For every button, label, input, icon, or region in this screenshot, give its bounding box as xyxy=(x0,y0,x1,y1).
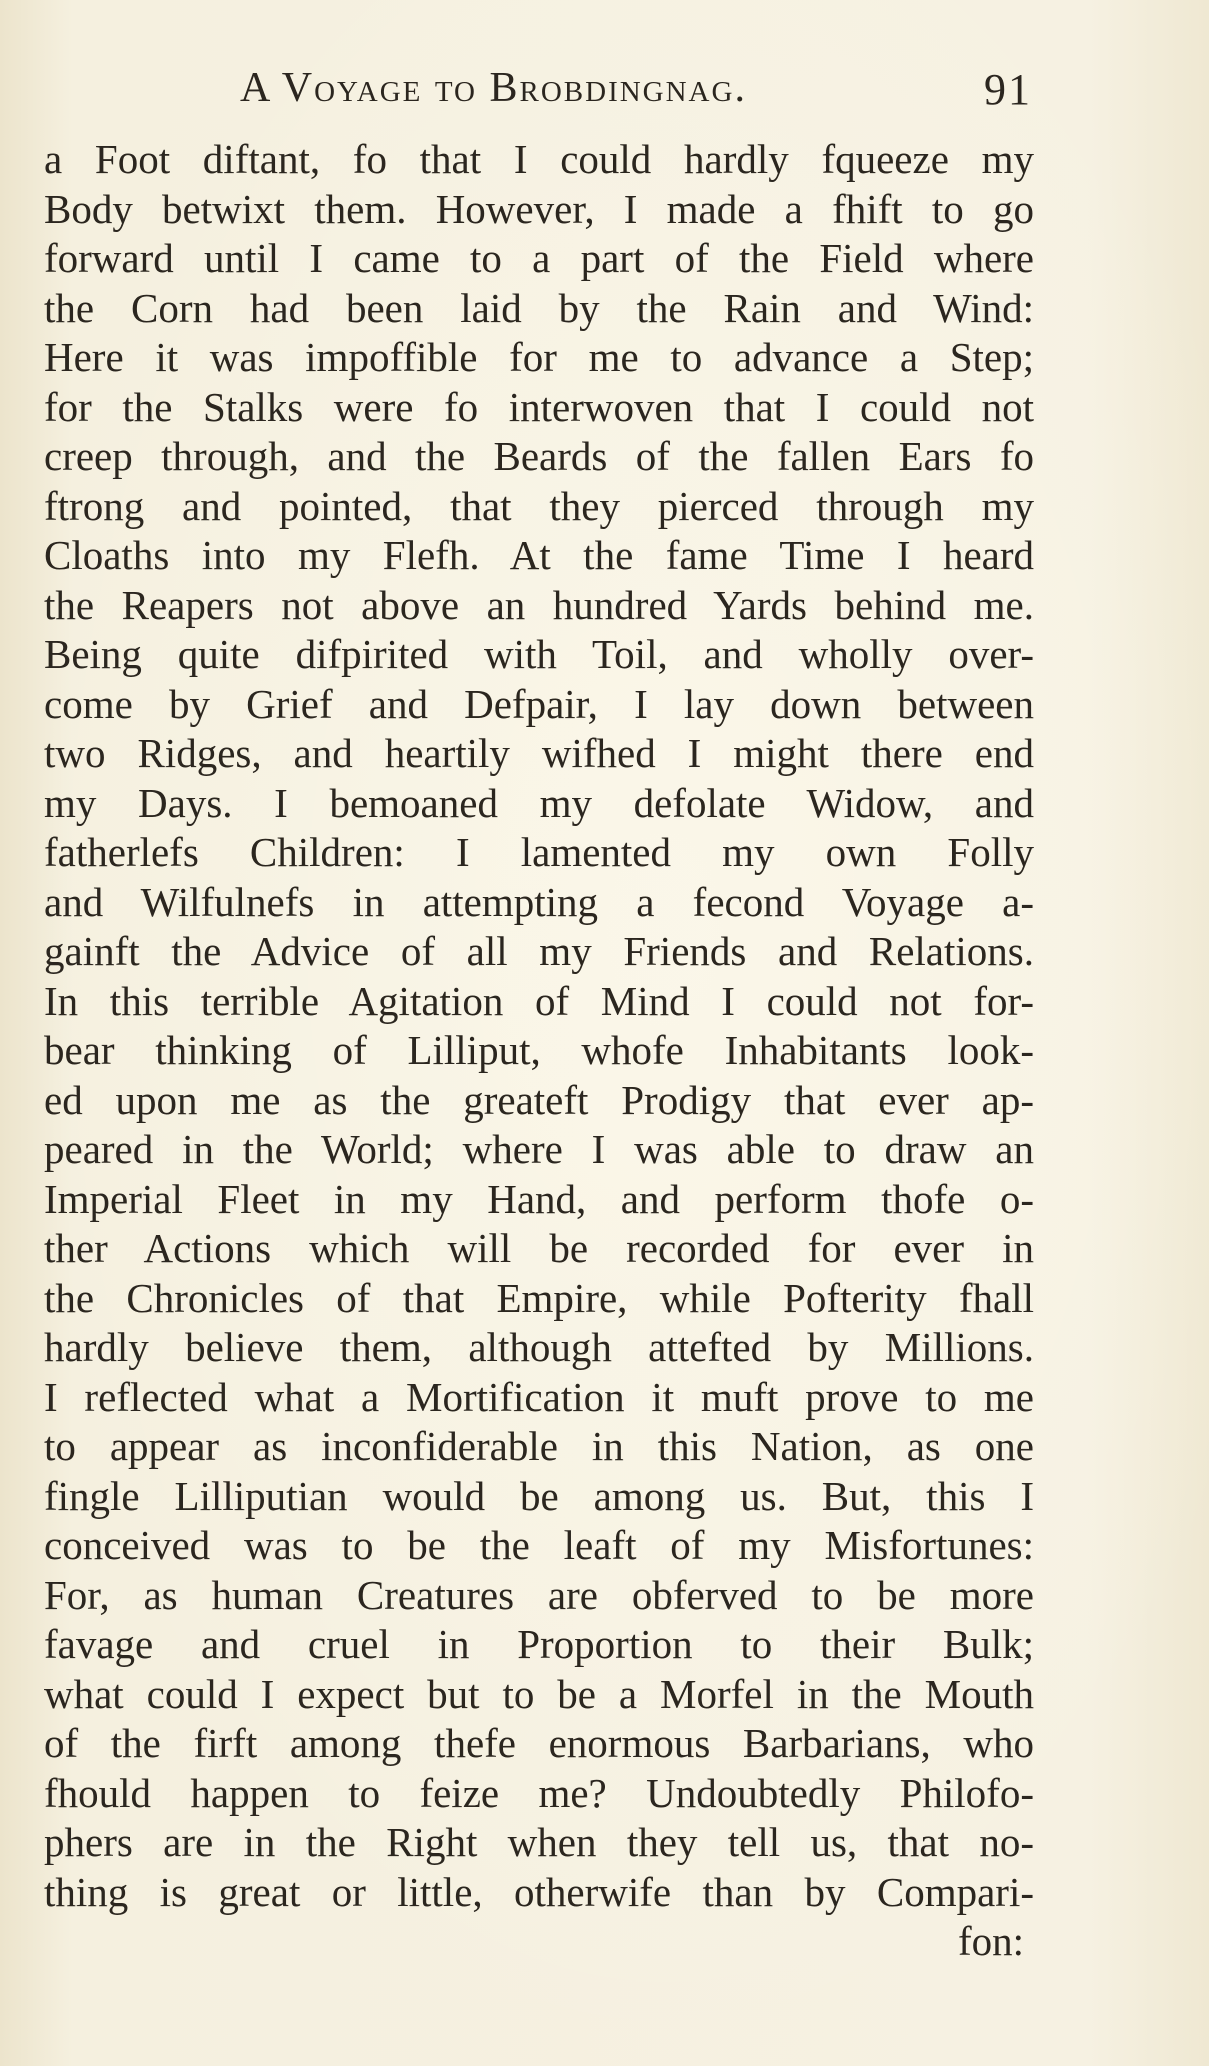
text-line: Cloaths into my Flefh. At the fame Time I heard xyxy=(44,532,1034,578)
text-line: thing is great or little, otherwife than by Compari- xyxy=(44,1868,1034,1915)
catchword: fon: xyxy=(957,1918,1024,1964)
text-line: Imperial Fleet in my Hand, and perform thofe o- xyxy=(44,1175,1034,1222)
text-line: ed upon me as the greateft Prodigy that ever ap- xyxy=(44,1076,1034,1123)
text-line: forward until I came to a part of the Field where xyxy=(44,235,1034,281)
text-line: favage and cruel in Proportion to their Bulk; xyxy=(44,1621,1034,1667)
text-line: phers are in the Right when they tell us, that no- xyxy=(44,1819,1034,1865)
text-line: I reflected what a Mortification it muft prove to me xyxy=(44,1373,1034,1420)
text-line: the Chronicles of that Empire, while Pofterity fhall xyxy=(44,1274,1034,1321)
text-line: the Corn had been laid by the Rain and Wind: xyxy=(44,284,1034,331)
running-title: A Voyage to Brobdingnag. xyxy=(240,65,747,111)
text-line: for the Stalks were fo interwoven that I could not xyxy=(44,383,1034,430)
text-line: fatherlefs Children: I lamented my own Folly xyxy=(44,829,1034,875)
text-line: Being quite difpirited with Toil, and wholly over- xyxy=(44,631,1034,677)
text-line: gainft the Advice of all my Friends and Relations. xyxy=(44,928,1034,974)
text-line: two Ridges, and heartily wifhed I might there end xyxy=(44,730,1034,776)
text-line: creep through, and the Beards of the fallen Ears fo xyxy=(44,433,1034,479)
text-line: fingle Lilliputian would be among us. But, this I xyxy=(44,1472,1034,1519)
text-line: my Days. I bemoaned my defolate Widow, and xyxy=(44,779,1034,826)
text-line: ther Actions which will be recorded for ever in xyxy=(44,1225,1034,1271)
text-line: hardly believe them, although attefted by Millions. xyxy=(44,1324,1034,1370)
text-line: and Wilfulnefs in attempting a fecond Voyage a- xyxy=(44,878,1034,925)
text-line: to appear as inconfiderable in this Nation, as one xyxy=(44,1423,1034,1469)
running-head xyxy=(240,64,1060,124)
text-line: of the firft among thefe enormous Barbarians, who xyxy=(44,1720,1034,1766)
text-line: For, as human Creatures are obferved to be more xyxy=(44,1571,1034,1618)
text-line: bear thinking of Lilliput, whofe Inhabitants look- xyxy=(44,1027,1034,1073)
text-line: a Foot diftant, fo that I could hardly fqueeze my xyxy=(44,136,1034,182)
text-line: Here it was impoffible for me to advance a Step; xyxy=(44,334,1034,380)
text-line: come by Grief and Defpair, I lay down between xyxy=(44,680,1034,727)
text-line: peared in the World; where I was able to draw an xyxy=(44,1126,1034,1172)
text-line: fhould happen to feize me? Undoubtedly Philofo- xyxy=(44,1769,1034,1816)
text-line: ftrong and pointed, that they pierced through my xyxy=(44,482,1034,529)
text-line: the Reapers not above an hundred Yards behind me. xyxy=(44,581,1034,628)
body-text xyxy=(44,135,1044,1967)
text-line: conceived was to be the leaft of my Misfortunes: xyxy=(44,1522,1034,1568)
text-line: In this terrible Agitation of Mind I could not for- xyxy=(44,977,1034,1024)
page-number: 91 xyxy=(984,65,1032,114)
catchword-line xyxy=(44,1917,1034,1967)
text-line: Body betwixt them. However, I made a fhift to go xyxy=(44,185,1034,232)
text-line: what could I expect but to be a Morfel in the Mouth xyxy=(44,1670,1034,1717)
